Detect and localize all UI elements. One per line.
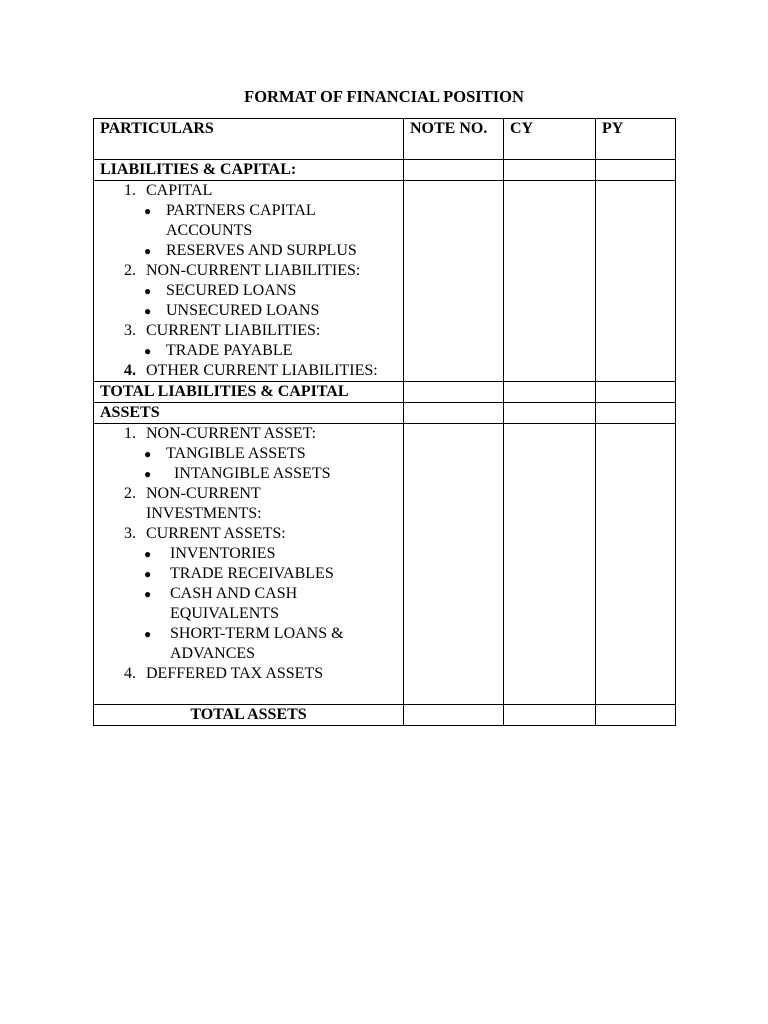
financial-position-table (93, 118, 676, 726)
list-item: ● PARTNERS CAPITAL ACCOUNTS (144, 202, 316, 239)
list-item: ● TRADE PAYABLE (144, 342, 293, 359)
list-item: ● CASH AND CASH EQUIVALENTS (144, 585, 298, 622)
list-item: 2. NON-CURRENT INVESTMENTS: (124, 485, 262, 522)
liabilities-heading: LIABILITIES & CAPITAL: (94, 160, 404, 181)
list-item: ● UNSECURED LOANS (144, 302, 320, 319)
liabilities-items-row (94, 181, 676, 382)
empty-cell (404, 705, 504, 726)
empty-cell (404, 160, 504, 181)
empty-cell (504, 705, 596, 726)
page-title: FORMAT OF FINANCIAL POSITION (244, 87, 524, 106)
empty-cell (596, 181, 676, 382)
bullet-icon: ● (144, 547, 152, 561)
empty-cell (504, 160, 596, 181)
assets-heading: ASSETS (94, 403, 404, 424)
liabilities-items (94, 181, 404, 382)
list-item: 3. CURRENT ASSETS: (124, 525, 286, 542)
list-item: ● INTANGIBLE ASSETS (144, 465, 331, 482)
header-py: PY (596, 119, 676, 160)
list-item: 3. CURRENT LIABILITIES: (124, 322, 321, 339)
bullet-icon: ● (144, 204, 152, 218)
bullet-icon: ● (144, 244, 152, 258)
bullet-icon: ● (144, 304, 152, 318)
bullet-icon: ● (144, 284, 152, 298)
list-item: ● SECURED LOANS (144, 282, 297, 299)
list-item: 4. OTHER CURRENT LIABILITIES: (124, 362, 378, 379)
empty-cell (504, 403, 596, 424)
bullet-icon: ● (144, 627, 152, 641)
total-assets-label: TOTAL ASSETS (94, 705, 404, 726)
empty-cell (596, 424, 676, 705)
assets-items-row (94, 424, 676, 705)
bullet-icon: ● (144, 567, 152, 581)
header-particulars: PARTICULARS (94, 119, 404, 160)
empty-cell (404, 403, 504, 424)
list-item: ● RESERVES AND SURPLUS (144, 242, 357, 259)
header-cy: CY (504, 119, 596, 160)
list-item: 1. CAPITAL (124, 182, 213, 199)
list-item: ● INVENTORIES (144, 545, 276, 562)
list-item: 1. NON-CURRENT ASSET: (124, 425, 317, 442)
list-item: ● SHORT-TERM LOANS & ADVANCES (144, 625, 344, 662)
assets-items (94, 424, 404, 705)
header-note-no: NOTE NO. (404, 119, 504, 160)
total-assets-row (94, 705, 676, 726)
list-item: 4. DEFFERED TAX ASSETS (124, 665, 324, 682)
empty-cell (404, 181, 504, 382)
list-item: ● TRADE RECEIVABLES (144, 565, 334, 582)
list-item: 2. NON-CURRENT LIABILITIES: (124, 262, 361, 279)
empty-cell (596, 160, 676, 181)
header-row (94, 119, 676, 160)
bullet-icon: ● (144, 447, 152, 461)
empty-cell (596, 382, 676, 403)
bullet-icon: ● (144, 344, 152, 358)
total-liabilities-row (94, 382, 676, 403)
empty-cell (504, 181, 596, 382)
empty-cell (596, 403, 676, 424)
empty-cell (404, 382, 504, 403)
assets-heading-row (94, 403, 676, 424)
empty-cell (404, 424, 504, 705)
empty-cell (596, 705, 676, 726)
empty-cell (504, 424, 596, 705)
total-liabilities-label: TOTAL LIABILITIES & CAPITAL (94, 382, 404, 403)
bullet-icon: ● (144, 467, 152, 481)
bullet-icon: ● (144, 587, 152, 601)
list-item: ● TANGIBLE ASSETS (144, 445, 306, 462)
liabilities-heading-row (94, 160, 676, 181)
empty-cell (504, 382, 596, 403)
